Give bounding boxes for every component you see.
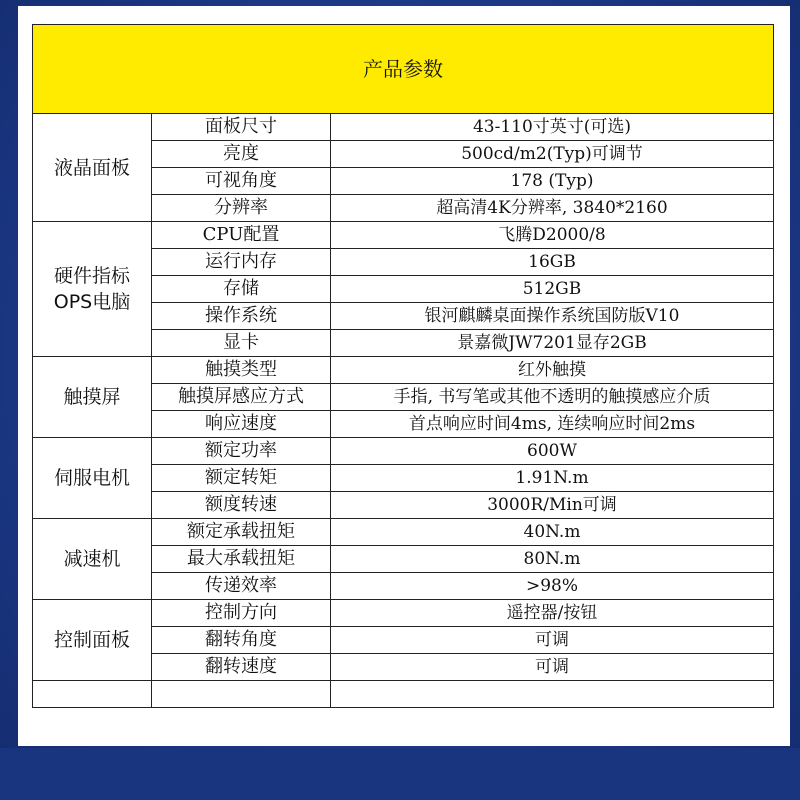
param-value-cell: 512GB — [331, 276, 774, 303]
param-value-cell: 红外触摸 — [331, 357, 774, 384]
param-value-cell: 178 (Typ) — [331, 168, 774, 195]
param-name-cell: 额度转速 — [152, 492, 331, 519]
category-cell — [33, 222, 152, 357]
param-value-cell: 景嘉微JW7201显存2GB — [331, 330, 774, 357]
param-value-cell: 500cd/m2(Typ)可调节 — [331, 141, 774, 168]
param-value-cell: 40N.m — [331, 519, 774, 546]
category-label: 硬件指标 — [53, 265, 130, 287]
param-name-cell: 控制方向 — [152, 600, 331, 627]
table-row — [33, 114, 774, 141]
category-cell — [33, 438, 152, 519]
param-name-cell: 翻转角度 — [152, 627, 331, 654]
category-label: 液晶面板 — [53, 156, 130, 179]
category-label: 控制面板 — [53, 629, 130, 651]
category-label: 伺服电机 — [53, 467, 130, 489]
blank-row — [33, 681, 774, 708]
param-name-cell: 可视角度 — [152, 168, 331, 195]
param-value-cell: 超高清4K分辨率, 3840*2160 — [331, 195, 774, 222]
table-row — [33, 600, 774, 627]
param-value-cell: 43-110寸英寸(可选) — [331, 114, 774, 141]
param-name-cell: 操作系统 — [152, 303, 331, 330]
param-name-cell: 传递效率 — [152, 573, 331, 600]
table-row — [33, 519, 774, 546]
category-cell — [33, 600, 152, 681]
table-row — [33, 222, 774, 249]
param-value-cell: 80N.m — [331, 546, 774, 573]
param-name-cell: 亮度 — [152, 141, 331, 168]
param-name-cell: 存储 — [152, 276, 331, 303]
bottom-band — [0, 748, 800, 800]
param-name-cell: 最大承载扭矩 — [152, 546, 331, 573]
spec-card — [18, 6, 790, 746]
param-name-cell: 面板尺寸 — [152, 114, 331, 141]
category-cell — [33, 519, 152, 600]
table-title: 产品参数 — [33, 25, 774, 114]
param-value-cell: 600W — [331, 438, 774, 465]
category-label: 减速机 — [63, 548, 121, 570]
param-value-cell: 3000R/Min可调 — [331, 492, 774, 519]
param-value-cell: 16GB — [331, 249, 774, 276]
param-name-cell: 响应速度 — [152, 411, 331, 438]
param-value-cell: 可调 — [331, 654, 774, 681]
param-value-cell: 1.91N.m — [331, 465, 774, 492]
category-cell — [33, 114, 152, 222]
param-value-cell: 遥控器/按钮 — [331, 600, 774, 627]
title-row — [33, 25, 774, 114]
param-name-cell: 额定转矩 — [152, 465, 331, 492]
blank-cell — [33, 681, 152, 708]
param-name-cell: 触摸屏感应方式 — [152, 384, 331, 411]
spec-table — [32, 24, 774, 708]
spec-table-body — [33, 25, 774, 708]
param-name-cell: CPU配置 — [152, 222, 331, 249]
param-name-cell: 分辨率 — [152, 195, 331, 222]
param-name-cell: 运行内存 — [152, 249, 331, 276]
category-label: OPS电脑 — [53, 291, 131, 313]
category-cell — [33, 357, 152, 438]
category-label: 触摸屏 — [63, 386, 121, 408]
param-name-cell: 额定功率 — [152, 438, 331, 465]
param-name-cell: 显卡 — [152, 330, 331, 357]
table-row — [33, 438, 774, 465]
table-row — [33, 357, 774, 384]
param-name-cell: 触摸类型 — [152, 357, 331, 384]
param-value-cell: 首点响应时间4ms, 连续响应时间2ms — [331, 411, 774, 438]
param-value-cell: >98% — [331, 573, 774, 600]
param-value-cell: 可调 — [331, 627, 774, 654]
blank-cell — [331, 681, 774, 708]
param-name-cell: 翻转速度 — [152, 654, 331, 681]
param-value-cell: 银河麒麟桌面操作系统国防版V10 — [331, 303, 774, 330]
param-value-cell: 手指, 书写笔或其他不透明的触摸感应介质 — [331, 384, 774, 411]
blank-cell — [152, 681, 331, 708]
param-name-cell: 额定承载扭矩 — [152, 519, 331, 546]
param-value-cell: 飞腾D2000/8 — [331, 222, 774, 249]
